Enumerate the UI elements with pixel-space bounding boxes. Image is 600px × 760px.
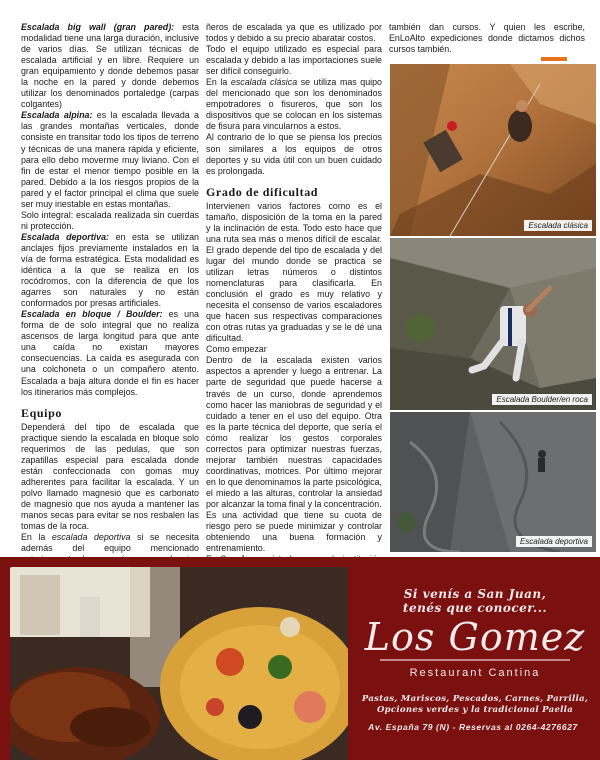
paragraph-equipo-2: En la escalada deportiva si se necesita además del equipo mencionado [21, 532, 199, 554]
paragraph-riesgo: Es una actividad que tiene su cuota de riesgo pero se puede minimizar y controlar obteniendo una buena formación y entrenamiento. [206, 510, 382, 554]
paragraph-deportiva: Escalada deportiva: en esta se utilizan anclajes fijos previamente instalados en la vía de forma estratégica. Esta modalidad es idéntica a la que se realiza en los rocódromos, con la diferencia de que los agarres son naturales y no están conformados por presas artificiales. [21, 231, 199, 309]
photo-escalada-clasica [390, 64, 596, 236]
article-column-3 [389, 22, 585, 55]
paragraph-aspectos: Dentro de la escalada existen varios aspectos a aprender y luego a entrenar. La parte de seguridad que puede hacerse a través de un curso, donde aprendemos como hacer las maniobras de seguridad y el cuidado a tener en el uso del equipo. Otra es la parte técnica del deporte, que sería el cómo realizar los gestos corporales correctos para optimizar nuestras fuerzas, mejorar también nuestras capacidades coordinativas, motrices. Por último mejorar en lo que denominamos la parte psicológica, el miedo a las alturas, controlar la ansiedad por alcanzar la toma final y la concentración. [206, 355, 382, 509]
caption-clasica: Escalada clásica [524, 220, 592, 231]
accent-mark [541, 57, 567, 61]
paragraph-boulder: Escalada en bloque / Boulder: es una forma de de solo integral que no realiza ascensos de larga longitud para que ante una caída no existan mayores consecuencias. La caída es asegurada con una colchoneta o un compañero atento. Escalada a baja altura donde el fin es hacer los itinerarios más complejos. [21, 309, 199, 397]
heading-grado: Grado de dificultad [206, 184, 319, 199]
ad-menu-line-1: Pastas, Mariscos, Pescados, Carnes, Parrilla, [361, 694, 589, 704]
ad-tagline-2: tenés que conocer... [402, 601, 548, 615]
ad-subtitle: Restaurant Cantina [409, 667, 541, 679]
caption-boulder: Escalada Boulder/en roca [492, 394, 592, 405]
paragraph-solo-integral: Solo integral: escalada realizada sin cuerdas ni protección. [21, 209, 199, 231]
ad-logo-swash [380, 659, 570, 661]
ad-food-photo [10, 567, 348, 760]
paragraph-equipo-1: Dependerá del tipo de escalada que practique siendo la escalada en bloque solo requerimos de las pedulas, que son zapatillas especial para escalada donde están confeccionada con gomas muy adherentes para facilitar la escalada. Y un polvo llamado magnesio que es carbonato de magnesio que nos ayuda a mantener las manos secas para evitar se nos resbalen las tomas de la roca. [21, 421, 199, 532]
ad-address: Av. España 79 (N) - Reservas al 0264-4276627 [368, 722, 578, 732]
paragraph-precios: Al contrario de lo que se piensa los precios son similares a los equipos de otros deportes y su vida útil con un buen cuidado es prolongada. [206, 132, 382, 176]
paragraph-cursos: también dan cursos. Y quien les escribe, EnLoAlto expediciones donde dictamos dichos cursos también. [389, 22, 585, 55]
photo-escalada-deportiva [390, 412, 596, 552]
heading-equipo: Equipo [21, 405, 62, 420]
paragraph-equipo-especial: Todo el equipo utilizado es especial para escalada y debido a las importaciones suele ser difícil conseguirlo. [206, 44, 382, 77]
article-column-2 [206, 22, 382, 632]
ad-logo: Los Gomez [364, 615, 586, 659]
ad-menu-line-2: Opciones verdes y la tradicional Paella [376, 705, 574, 715]
paragraph-alpina: Escalada alpina: es la escalada llevada a las grandes montañas verticales, donde consiste en transitar todo los tipos de terreno y técnicas de una manera rápida y eficiente, para ello debo moverme muy liviano. Con el fin de estar el menor tiempo posible en la pared. Debido a la los riesgos propios de la pared y el factor principal el clima que suele ser muy inestable en estas montañas. [21, 110, 199, 209]
paragraph-companeros: ñeros de escalada ya que es utilizado por todos y debido a su precio abaratar costos. [206, 22, 382, 44]
paragraph-clasica: En la escalada clásica se utiliza mas quipo del mencionado que son los denominados empotradores o fisureros, que son los dispositivos que se colocan en los sistemas de fisura para vincularnos a estos. [206, 77, 382, 132]
paragraph-big-wall: Escalada big wall (gran pared): esta modalidad tiene una larga duración, inclusive de varios días. Se utilizan técnicas de escalada artificial y en libre. Requiere un gran equipamiento y donde debemos pasar la noche en la pared y donde debemos utilizar los denominados portaledge (carpas colgantes) [21, 22, 199, 110]
paragraph-grado: Intervienen varios factores como es el tamaño, disposición de la toma en la pared y la inclinación de esta. Todo esto hace que una ruta sea más o menos difícil de escalar. El grado depende del tipo de escalada y del lugar del mundo donde se practica se utilizan letras números o distintos nomenclaturas para clasificarla. En conclusión el grado es muy relativo y necesita el consenso de varios escaladores que hacen sus respectivas comparaciones con otras rutas ya graduadas y se le dé una dificultad. [206, 200, 382, 344]
article-column-1 [21, 22, 199, 632]
caption-deportiva: Escalada deportiva [516, 536, 592, 547]
ad-tagline-1: Si venís a San Juan, [403, 587, 547, 601]
paragraph-como-empezar: Como empezar [206, 344, 267, 355]
restaurant-ad [0, 557, 600, 760]
photo-escalada-boulder [390, 238, 596, 410]
